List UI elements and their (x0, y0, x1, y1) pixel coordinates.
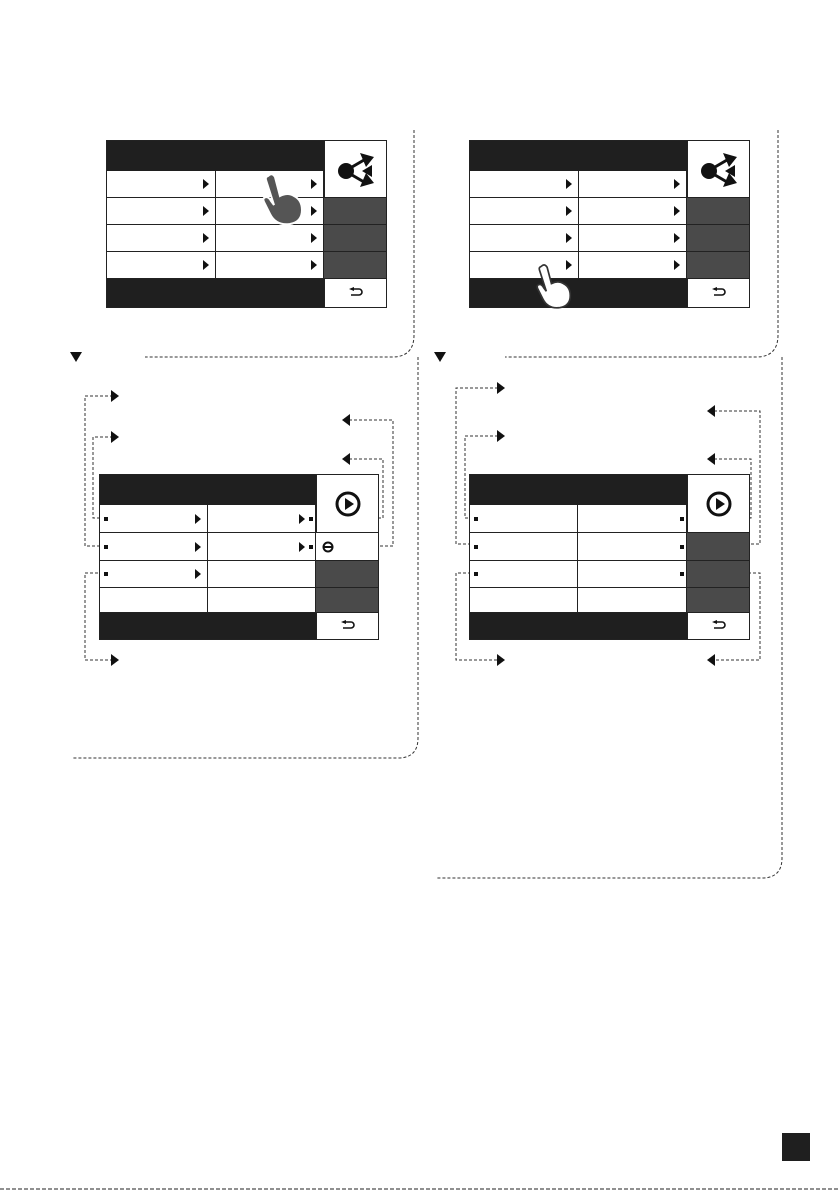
arrow-right-icon (497, 430, 505, 442)
arrow-right-icon (111, 654, 119, 666)
arrow-left-icon (707, 453, 715, 465)
menu-cell[interactable] (470, 561, 578, 588)
arrow-right-icon (311, 233, 317, 243)
title-bar (107, 141, 324, 171)
status-bar (107, 279, 324, 307)
bullet-icon (680, 545, 684, 549)
arrow-right-icon (497, 382, 505, 394)
share-button[interactable] (324, 141, 386, 198)
arrow-right-icon (203, 206, 209, 216)
menu-cell[interactable] (100, 588, 208, 613)
panel-bottom-right (469, 474, 750, 640)
panel-top-right (469, 140, 750, 308)
arrow-right-icon (674, 260, 680, 270)
menu-cell[interactable] (100, 533, 208, 561)
arrow-right-icon (203, 233, 209, 243)
arrow-right-icon (203, 260, 209, 270)
arrow-right-icon (195, 514, 201, 524)
back-button[interactable] (316, 613, 378, 639)
arrow-right-icon (203, 179, 209, 189)
title-bar (470, 475, 687, 505)
back-icon (341, 620, 355, 632)
down-arrow-icon (70, 352, 82, 362)
side-button[interactable] (324, 225, 386, 252)
menu-cell[interactable] (208, 561, 316, 588)
menu-cell[interactable] (578, 588, 687, 613)
play-icon (335, 491, 361, 517)
menu-cell[interactable] (578, 505, 687, 533)
arrow-right-icon (674, 233, 680, 243)
back-icon (712, 287, 726, 299)
menu-cell[interactable] (107, 252, 216, 279)
menu-cell[interactable] (208, 588, 316, 613)
menu-cell[interactable] (578, 533, 687, 561)
menu-cell[interactable] (579, 171, 687, 198)
back-button[interactable] (687, 279, 749, 307)
menu-cell[interactable] (208, 505, 316, 533)
menu-cell[interactable] (216, 252, 324, 279)
bullet-icon (474, 545, 478, 549)
menu-cell[interactable] (578, 561, 687, 588)
side-button[interactable] (687, 561, 749, 588)
menu-cell[interactable] (470, 171, 579, 198)
menu-cell[interactable] (470, 198, 579, 225)
arrow-right-icon (195, 542, 201, 552)
arrow-right-icon (111, 390, 119, 402)
panel-top-left (106, 140, 387, 308)
bullet-icon (474, 517, 478, 521)
back-icon (349, 287, 363, 299)
menu-cell[interactable] (107, 171, 216, 198)
side-button[interactable] (324, 198, 386, 225)
side-button[interactable] (316, 561, 378, 588)
share-button[interactable] (687, 141, 749, 198)
arrow-left-icon (707, 654, 715, 666)
page-number-badge (782, 1133, 810, 1161)
menu-cell[interactable] (579, 252, 687, 279)
side-button[interactable] (687, 225, 749, 252)
bullet-icon (680, 517, 684, 521)
arrow-right-icon (311, 260, 317, 270)
arrow-left-icon (342, 453, 350, 465)
menu-cell[interactable] (107, 225, 216, 252)
arrow-right-icon (299, 542, 305, 552)
menu-cell[interactable] (470, 505, 578, 533)
bullet-icon (104, 517, 108, 521)
arrow-right-icon (195, 569, 201, 579)
back-icon (712, 620, 726, 632)
bullet-icon (680, 572, 684, 576)
menu-cell[interactable] (100, 505, 208, 533)
arrow-right-icon (566, 206, 572, 216)
play-icon (706, 491, 732, 517)
minus-circle-icon (322, 541, 334, 553)
menu-cell[interactable] (216, 225, 324, 252)
side-button[interactable] (316, 588, 378, 613)
side-button[interactable] (687, 198, 749, 225)
status-bar (470, 613, 687, 639)
bullet-icon (104, 572, 108, 576)
arrow-right-icon (566, 179, 572, 189)
menu-cell[interactable] (107, 198, 216, 225)
title-bar (100, 475, 316, 505)
menu-cell[interactable] (470, 533, 578, 561)
play-button[interactable] (316, 475, 378, 533)
panel-bottom-left (99, 474, 379, 640)
play-button[interactable] (687, 475, 749, 533)
arrow-right-icon (566, 233, 572, 243)
arrow-right-icon (311, 206, 317, 216)
title-bar (470, 141, 687, 171)
arrow-left-icon (707, 405, 715, 417)
menu-cell[interactable] (470, 225, 579, 252)
share-icon (336, 151, 376, 189)
side-button[interactable] (316, 533, 378, 561)
arrow-right-icon (674, 179, 680, 189)
side-button[interactable] (687, 252, 749, 279)
back-button[interactable] (687, 613, 749, 639)
bullet-icon (474, 572, 478, 576)
side-button[interactable] (687, 533, 749, 561)
hand-pointer-icon (532, 263, 576, 311)
arrow-right-icon (497, 654, 505, 666)
menu-cell[interactable] (208, 533, 316, 561)
menu-cell[interactable] (579, 198, 687, 225)
status-bar (470, 279, 687, 307)
bullet-icon (104, 545, 108, 549)
arrow-right-icon (674, 206, 680, 216)
menu-cell[interactable] (579, 225, 687, 252)
hand-pointer-icon (258, 172, 308, 228)
arrow-left-icon (342, 414, 350, 426)
menu-cell[interactable] (100, 561, 208, 588)
bullet-icon (309, 545, 313, 549)
share-icon (699, 151, 739, 189)
arrow-right-icon (299, 514, 305, 524)
status-bar (100, 613, 316, 639)
back-button[interactable] (324, 279, 386, 307)
down-arrow-icon (434, 352, 446, 362)
arrow-right-icon (111, 431, 119, 443)
side-button[interactable] (324, 252, 386, 279)
arrow-right-icon (311, 179, 317, 189)
side-button[interactable] (687, 588, 749, 613)
menu-cell[interactable] (470, 588, 578, 613)
bullet-icon (309, 517, 313, 521)
